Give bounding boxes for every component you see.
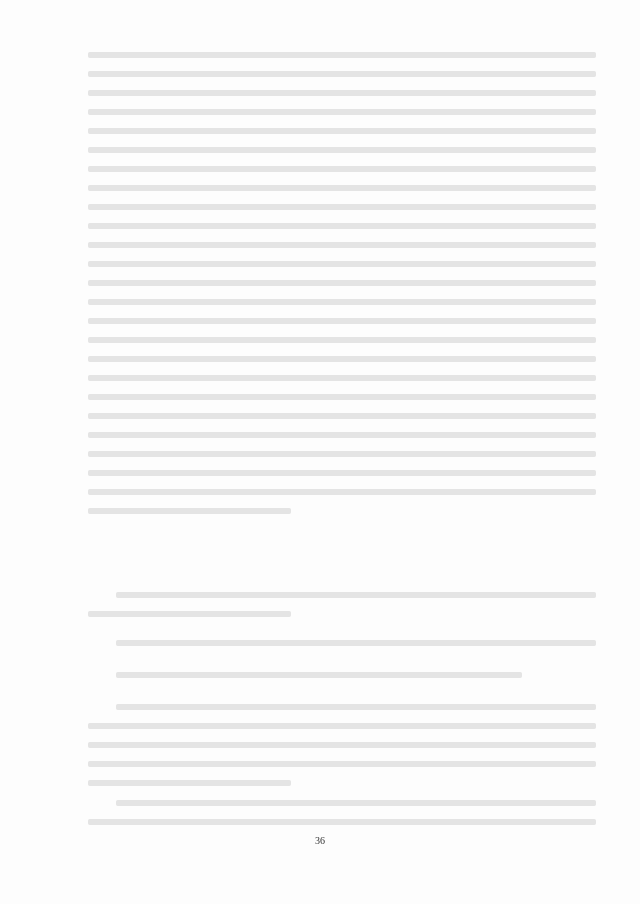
text-line [88,451,596,457]
text-line [88,204,596,210]
text-line [88,761,596,767]
text-line [88,299,596,305]
text-line [88,780,291,786]
text-line [88,128,596,134]
text-line [88,413,596,419]
text-line [88,223,596,229]
text-line [88,375,596,381]
text-line [88,508,291,514]
text-line [88,470,596,476]
paragraph-1 [88,52,596,527]
paragraph-3 [88,640,596,659]
paragraph-4 [88,672,596,691]
text-line [88,109,596,115]
text-line [116,640,596,646]
text-line [88,742,596,748]
text-line [116,800,596,806]
text-line [116,672,522,678]
text-line [88,394,596,400]
text-line [88,90,596,96]
text-line [88,356,596,362]
text-line [88,71,596,77]
text-line [88,337,596,343]
text-line [88,166,596,172]
paragraph-2 [88,592,596,630]
text-line [116,592,596,598]
page-number: 36 [315,836,325,847]
text-line [88,432,596,438]
text-line [88,52,596,58]
text-line [88,280,596,286]
text-line [88,723,596,729]
text-line [88,185,596,191]
paragraph-6 [88,800,596,838]
text-line [88,242,596,248]
text-line [116,704,596,710]
text-line [88,611,291,617]
text-line [88,489,596,495]
text-line [88,318,596,324]
text-line [88,261,596,267]
text-line [88,147,596,153]
paragraph-5 [88,704,596,799]
text-line [88,819,596,825]
